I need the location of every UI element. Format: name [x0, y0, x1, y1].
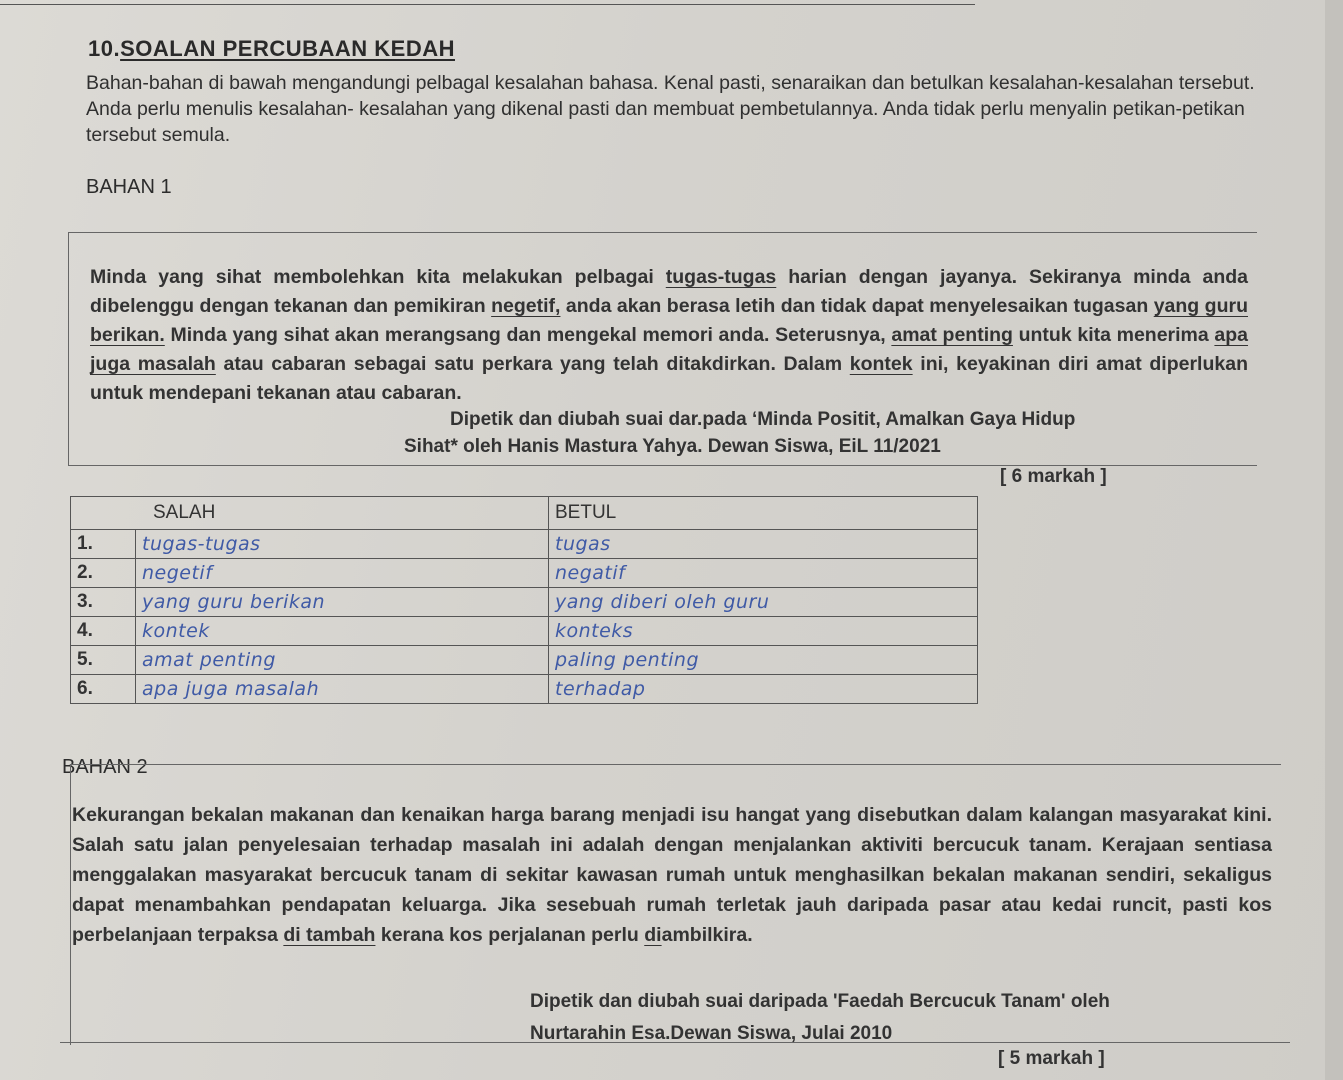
- question-heading: SOALAN PERCUBAAN KEDAH: [120, 36, 455, 61]
- passage-text: kerana kos perjalanan perlu: [375, 924, 645, 946]
- passage-text: ini, keyakinan diri amat diperlukan untuk mendepani tekanan atau cabaran.: [90, 353, 1248, 404]
- header-salah: SALAH: [71, 497, 549, 530]
- header-betul: BETUL: [549, 497, 978, 530]
- answer-wrong: negetif: [136, 559, 549, 588]
- underlined-error: tugas-tugas: [665, 266, 777, 288]
- underlined-error: apa juga masalah: [90, 324, 1249, 375]
- bahan2-citation-line2: Nurtarahin Esa.Dewan Siswa, Julai 2010: [530, 1023, 893, 1044]
- row-number: 1.: [71, 530, 136, 559]
- bahan1-marks: [ 6 markah ]: [1000, 466, 1107, 487]
- bahan2-bottom-border: [60, 1042, 1290, 1043]
- underlined-error: di: [644, 924, 662, 946]
- row-number: 2.: [71, 559, 136, 588]
- underlined-error: di tambah: [283, 924, 376, 946]
- bahan2-passage: [72, 800, 1272, 950]
- underlined-error: kontek: [849, 353, 913, 375]
- passage-text: untuk kita menerima: [1012, 324, 1215, 346]
- underlined-error: yang guru berikan.: [90, 295, 1248, 346]
- passage-text: atau cabaran sebagai satu perkara yang telah ditakdirkan. Dalam: [215, 353, 850, 375]
- bahan2-citation-line1: Dipetik dan diubah suai daripada 'Faedah Bercucuk Tanam' oleh: [530, 991, 1110, 1012]
- answer-wrong: kontek: [136, 617, 549, 646]
- bahan2-citation: [530, 986, 1110, 1050]
- question-number: 10.: [88, 36, 121, 61]
- bahan1-label: BAHAN 1: [86, 176, 172, 198]
- bahan1-passage: [90, 263, 1248, 408]
- instructions: Bahan-bahan di bawah mengandungi pelbagal kesalahan bahasa. Kenal pasti, senaraikan dan betulkan kesalahan-kesalahan tersebut. Anda perlu menulis kesalahan- kesalahan yang dikenal pasti dan membuat pembetulannya. Anda tidak perlu menyalin petikan-petikan tersebut semula.: [86, 72, 1255, 146]
- answer-table: [70, 496, 978, 704]
- table-header-row: [71, 497, 978, 530]
- answer-right: tugas: [549, 530, 978, 559]
- passage-text: harian dengan jayanya. Sekiranya minda anda dibelenggu dengan tekanan dan pemikiran: [90, 266, 1248, 317]
- answer-right: yang diberi oleh guru: [549, 588, 978, 617]
- passage-text: Kekurangan bekalan makanan dan kenaikan harga barang menjadi isu hangat yang disebutkan dalam kalangan masyarakat kini. Salah satu jalan penyelesaian terhadap masalah ini adalah dengan menjalankan aktiviti bercucuk tanam. Kerajaan sentiasa menggalakan masyarakat bercucuk tanam di sekitar kawasan rumah untuk menghasilkan bekalan makanan sendiri, sekaligus dapat menambahkan pendapatan keluarga. Jika sesebuah rumah terletak jauh daripada pasar atau kedai runcit, pasti kos perbelanjaan terpaksa: [72, 804, 1272, 946]
- underlined-error: amat penting: [891, 324, 1013, 346]
- question-title: [88, 36, 455, 62]
- answer-right: konteks: [549, 617, 978, 646]
- passage-text: Minda yang sihat akan merangsang dan mengekal memori anda. Seterusnya,: [164, 324, 892, 346]
- bahan2-marks: [ 5 markah ]: [998, 1048, 1105, 1069]
- bahan1-citation-line1: Dipetik dan diubah suai dar.pada ‘Minda Positit, Amalkan Gaya Hidup: [450, 409, 1076, 430]
- bahan1-citation-line2: Sihat* oleh Hanis Mastura Yahya. Dewan Siswa, EiL 11/2021: [404, 436, 941, 457]
- row-number: 5.: [71, 646, 136, 675]
- passage-text: Minda yang sihat membolehkan kita melakukan pelbagai: [90, 266, 666, 288]
- page-edge-shadow: [1325, 0, 1343, 1080]
- bahan2-label: BAHAN 2: [62, 756, 148, 778]
- answer-wrong: amat penting: [136, 646, 549, 675]
- answer-wrong: apa juga masalah: [136, 675, 549, 704]
- answer-wrong: tugas-tugas: [136, 530, 549, 559]
- table-row: [71, 530, 978, 559]
- passage-text: anda akan berasa letih dan tidak dapat menyelesaikan tugasan: [560, 295, 1154, 317]
- table-row: [71, 617, 978, 646]
- table-row: [71, 675, 978, 704]
- top-border-line: [0, 0, 975, 5]
- underlined-error: negetif,: [491, 295, 561, 317]
- passage-text: ambilkira.: [661, 924, 753, 946]
- table-row: [71, 559, 978, 588]
- answer-right: negatif: [549, 559, 978, 588]
- row-number: 4.: [71, 617, 136, 646]
- answer-right: terhadap: [549, 675, 978, 704]
- table-row: [71, 588, 978, 617]
- row-number: 6.: [71, 675, 136, 704]
- answer-wrong: yang guru berikan: [136, 588, 549, 617]
- row-number: 3.: [71, 588, 136, 617]
- answer-right: paling penting: [549, 646, 978, 675]
- table-row: [71, 646, 978, 675]
